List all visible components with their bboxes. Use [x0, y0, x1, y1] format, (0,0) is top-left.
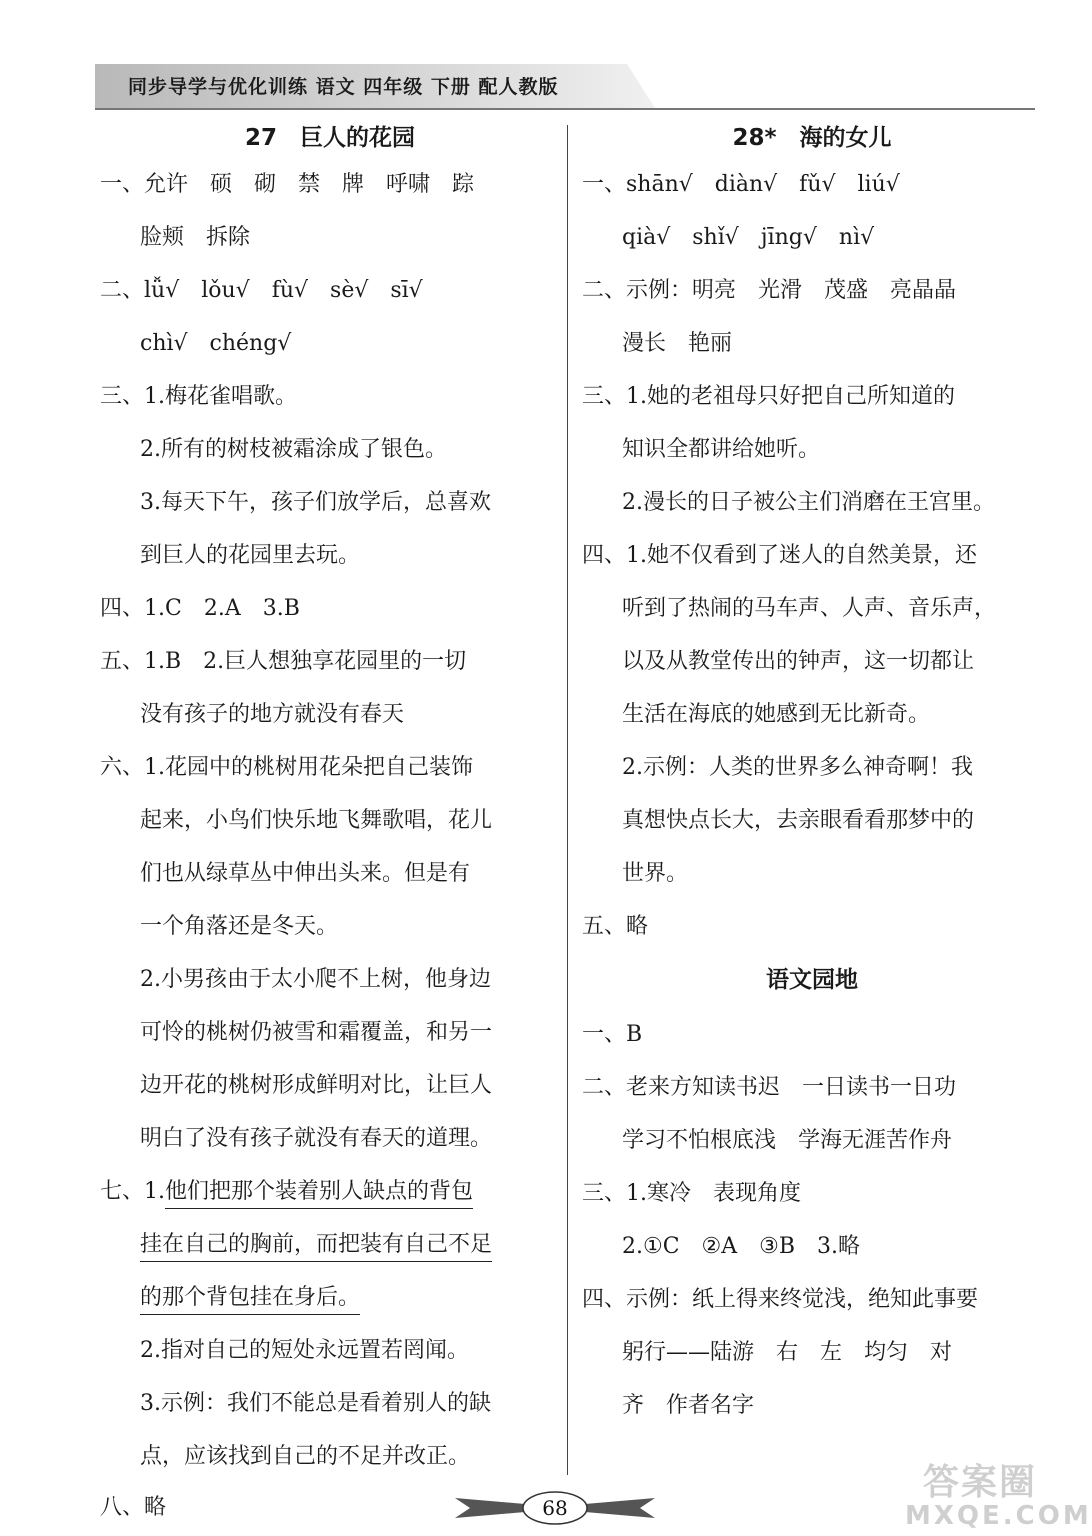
answer-line: 学习不怕根底浅 学海无涯苦作舟: [622, 1128, 953, 1153]
right-column: [582, 118, 1042, 1432]
answer-line: 可怜的桃树仍被雪和霜覆盖，和另一: [140, 1020, 493, 1045]
answer-prefix: 七、1.: [100, 1179, 165, 1204]
lesson-27-title: 27 巨人的花园: [244, 125, 415, 151]
watermark-logo: [905, 1462, 1092, 1531]
column-divider: [567, 125, 568, 1475]
underlined-answer-line: [100, 1165, 560, 1218]
answer-line: 2.指对自己的短处永远置若罔闻。: [140, 1338, 469, 1363]
watermark-bottom: MXQE.COM: [905, 1501, 1092, 1531]
answer-line: 二、lǚ√ lǒu√ fù√ sè√ sī√: [100, 278, 423, 303]
answer-line: 2.小男孩由于太小爬不上树，他身边: [140, 967, 491, 992]
answer-line: 以及从教堂传出的钟声，这一切都让: [622, 649, 975, 674]
answer-line: 没有孩子的地方就没有春天: [140, 702, 405, 727]
answer-line: 到巨人的花园里去玩。: [140, 543, 361, 568]
answer-line: 二、示例：明亮 光滑 茂盛 亮晶晶: [582, 278, 957, 303]
answer-line: 听到了热闹的马车声、人声、音乐声，: [622, 596, 997, 621]
answer-line: 知识全都讲给她听。: [622, 437, 821, 462]
answer-line: 点，应该找到自己的不足并改正。: [140, 1444, 471, 1469]
ornament-wings-icon: [455, 1488, 655, 1528]
answer-line: qià√ shǐ√ jīng√ nì√: [622, 225, 875, 250]
underlined-answer-line: [100, 1218, 560, 1271]
answer-line: 起来，小鸟们快乐地飞舞歌唱，花儿: [140, 808, 493, 833]
answer-line: 一、B: [582, 1022, 643, 1047]
yuwen-yuandi-title: 语文园地: [766, 967, 858, 993]
answer-line: 生活在海底的她感到无比新奇。: [622, 702, 931, 727]
answer-line: 真想快点长大，去亲眼看看那梦中的: [622, 808, 975, 833]
answer-line: 五、略: [582, 914, 649, 939]
answer-line: 们也从绿草丛中伸出头来。但是有: [140, 861, 471, 886]
answer-line: 齐 作者名字: [622, 1393, 755, 1418]
answer-line: 四、1.C 2.A 3.B: [100, 596, 300, 621]
answer-line: 三、1.寒冷 表现角度: [582, 1181, 801, 1206]
answer-line: 2.所有的树枝被霜涂成了银色。: [140, 437, 447, 462]
answer-line: chì√ chéng√: [140, 331, 292, 356]
answer-line: 3.示例：我们不能总是看着别人的缺: [140, 1391, 491, 1416]
answer-line: 躬行——陆游 右 左 均匀 对: [622, 1340, 953, 1365]
watermark-top: 答案圈: [922, 1462, 1037, 1503]
answer-line: 四、示例：纸上得来终觉浅，绝知此事要: [582, 1287, 979, 1312]
underlined-text: 挂在自己的胸前，而把装有自己不足: [140, 1232, 492, 1262]
page-number-ornament: [455, 1488, 655, 1528]
answer-line: 一个角落还是冬天。: [140, 914, 339, 939]
page-number: 68: [542, 1496, 568, 1520]
answer-line: 脸颊 拆除: [140, 225, 251, 250]
answer-line: 三、1.她的老祖母只好把自己所知道的: [582, 384, 955, 409]
book-title: 同步导学与优化训练 语文 四年级 下册 配人教版: [128, 76, 559, 98]
answer-line: 世界。: [622, 861, 689, 886]
answer-line: 2.①C ②A ③B 3.略: [622, 1234, 861, 1259]
answer-line: 八、略: [100, 1495, 167, 1520]
lesson-28-title: 28* 海的女儿: [732, 125, 892, 151]
answer-line: 三、1.梅花雀唱歌。: [100, 384, 297, 409]
answer-line: 2.示例：人类的世界多么神奇啊！我: [622, 755, 973, 780]
answer-line: 明白了没有孩子就没有春天的道理。: [140, 1126, 493, 1151]
left-column: [100, 118, 560, 1532]
answer-line: 边开花的桃树形成鲜明对比，让巨人: [140, 1073, 493, 1098]
answer-line: 四、1.她不仅看到了迷人的自然美景，还: [582, 543, 977, 568]
answer-line: 一、允许 硕 砌 禁 牌 呼啸 踪: [100, 172, 475, 197]
answer-line: 2.漫长的日子被公主们消磨在王宫里。: [622, 490, 995, 515]
underlined-text: 他们把那个装着别人缺点的背包: [165, 1179, 473, 1209]
underlined-text: 的那个背包挂在身后。: [140, 1285, 360, 1315]
answer-line: 3.每天下午，孩子们放学后，总喜欢: [140, 490, 491, 515]
header-rule: [95, 108, 1035, 110]
answer-line: 五、1.B 2.巨人想独享花园里的一切: [100, 649, 467, 674]
answer-line: 一、shān√ diàn√ fǔ√ liú√: [582, 172, 900, 197]
underlined-answer-line: [100, 1271, 560, 1324]
answer-line: 漫长 艳丽: [622, 331, 733, 356]
answer-line: 二、老来方知读书迟 一日读书一日功: [582, 1075, 957, 1100]
answer-line: 六、1.花园中的桃树用花朵把自己装饰: [100, 755, 473, 780]
